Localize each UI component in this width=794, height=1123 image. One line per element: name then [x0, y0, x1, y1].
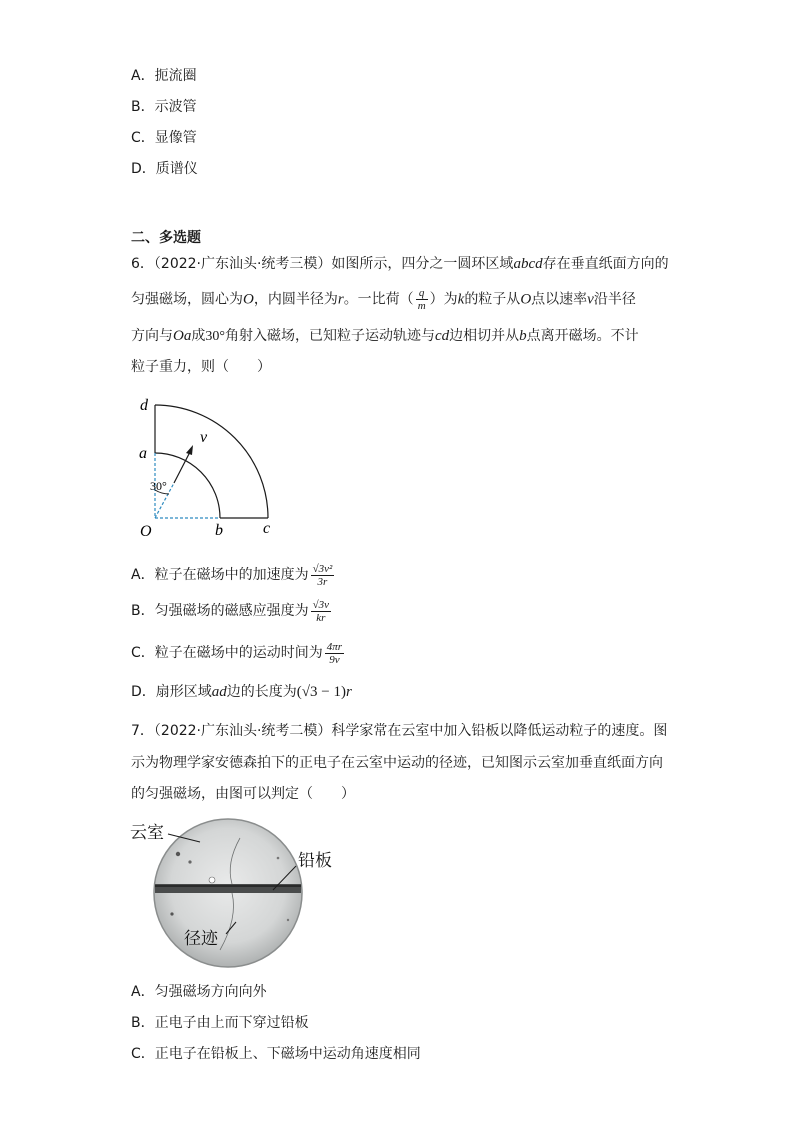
quarter-ring-diagram — [130, 390, 290, 545]
q6-text: 成 — [191, 328, 206, 344]
fraction-numerator: 4πr — [326, 640, 343, 653]
charge-mass-ratio-fraction — [416, 287, 428, 312]
q6-var-ad: ad — [211, 684, 227, 700]
q7-stem-line-1: 7．（2022·广东汕头·统考二模）科学家常在云室中加入铅板以降低运动粒子的速度。图 — [131, 723, 668, 739]
q6-text: 存在垂直纸面方向的 — [542, 256, 669, 272]
q5-option-c: C．显像管 — [131, 130, 197, 146]
q5-option-b: B．示波管 — [131, 99, 197, 115]
q6-stem-line-1 — [131, 254, 669, 274]
q6-text: 点以速率 — [531, 291, 588, 308]
option-fraction — [325, 641, 344, 666]
q7-option-b: B．正电子由上而下穿过铅板 — [131, 1015, 309, 1031]
arrow-head-icon — [186, 445, 193, 455]
q6-stem-line-3 — [131, 326, 639, 347]
speck — [170, 912, 173, 915]
option-text: D．扇形区域 — [131, 684, 212, 700]
q6-text: 6．（2022·广东汕头·统考三模）如图所示，四分之一圆环区域 — [131, 256, 514, 272]
q6-var-cd: cd — [434, 328, 450, 344]
q6-var-oa: Oa — [173, 328, 192, 344]
q6-text: 沿半径 — [593, 291, 636, 308]
label-v: v — [200, 429, 208, 446]
label-cloud-chamber: 云室 — [130, 823, 164, 842]
q6-text: 方向与 — [131, 328, 173, 344]
q6-var-abcd: abcd — [513, 256, 543, 272]
fraction-numerator: q — [416, 287, 428, 300]
q6-angle: 30° — [205, 329, 225, 344]
q6-text: 边相切并从 — [449, 328, 520, 344]
label-track: 径迹 — [184, 929, 218, 948]
option-text: 边的长度为 — [226, 684, 297, 700]
option-text: B．匀强磁场的磁感应强度为 — [131, 603, 309, 619]
q6-stem-line-4: 粒子重力，则（ ） — [131, 359, 271, 375]
q6-text: 角射入磁场，已知粒子运动轨迹与 — [224, 328, 435, 344]
option-fraction — [311, 563, 335, 588]
outer-arc — [155, 405, 268, 518]
q6-var-o: O — [520, 291, 532, 308]
option-expression: (√3 − 1) — [296, 684, 346, 700]
label-d: d — [140, 397, 148, 414]
fraction-denominator: m — [417, 300, 426, 312]
q6-option-b — [131, 596, 333, 626]
option-fraction — [311, 599, 331, 624]
speck — [209, 877, 215, 883]
q6-text: 匀强磁场，圆心为 — [131, 291, 243, 308]
option-text: A．粒子在磁场中的加速度为 — [131, 567, 309, 583]
cloud-chamber-photo — [128, 818, 358, 968]
label-b: b — [215, 522, 223, 539]
q6-text: 的粒子从 — [464, 291, 521, 308]
q6-text: ，内圆半径为 — [253, 291, 338, 308]
lead-plate-edge — [155, 885, 301, 887]
q6-var-k: k — [457, 291, 465, 308]
fraction-numerator: √3v² — [312, 562, 333, 575]
q6-stem-line-2 — [131, 287, 636, 312]
label-o: O — [140, 523, 152, 540]
speck — [188, 860, 191, 863]
label-a: a — [139, 445, 147, 462]
q6-text: 。一比荷（ — [343, 291, 414, 308]
q6-option-d — [131, 682, 352, 702]
q7-option-c: C．正电子在铅板上、下磁场中运动角速度相同 — [131, 1046, 421, 1062]
q6-var-v: v — [587, 291, 594, 308]
speck — [277, 857, 280, 860]
q6-var-r: r — [345, 684, 352, 700]
q5-option-d: D．质谱仪 — [131, 161, 198, 177]
label-angle: 30° — [150, 479, 167, 493]
fraction-denominator: 9v — [329, 653, 340, 666]
velocity-vector — [174, 450, 191, 483]
q7-option-a: A．匀强磁场方向向外 — [131, 984, 267, 1000]
option-text: C．粒子在磁场中的运动时间为 — [131, 645, 323, 661]
fraction-denominator: kr — [316, 611, 326, 624]
speck — [287, 919, 289, 921]
q6-var-b: b — [519, 328, 527, 344]
fraction-denominator: 3r — [317, 575, 328, 588]
q6-var-r: r — [337, 291, 344, 308]
q6-var-o: O — [243, 291, 254, 308]
q6-text: 点离开磁场。不计 — [526, 328, 639, 344]
q6-option-a — [131, 560, 336, 590]
section-title: 二、多选题 — [131, 230, 201, 246]
label-c: c — [263, 520, 271, 537]
q7-stem-line-3: 的匀强磁场，由图可以判定（ ） — [131, 786, 355, 802]
q6-text: ）为 — [429, 291, 458, 308]
speck — [176, 852, 180, 856]
label-lead-plate: 铅板 — [298, 851, 332, 870]
q5-option-a: A．扼流圈 — [131, 68, 197, 84]
fraction-numerator: √3v — [312, 598, 330, 611]
q6-option-c — [131, 638, 346, 668]
q7-stem-line-2: 示为物理学家安德森拍下的正电子在云室中运动的径迹，已知图示云室加垂直纸面方向 — [131, 755, 663, 771]
